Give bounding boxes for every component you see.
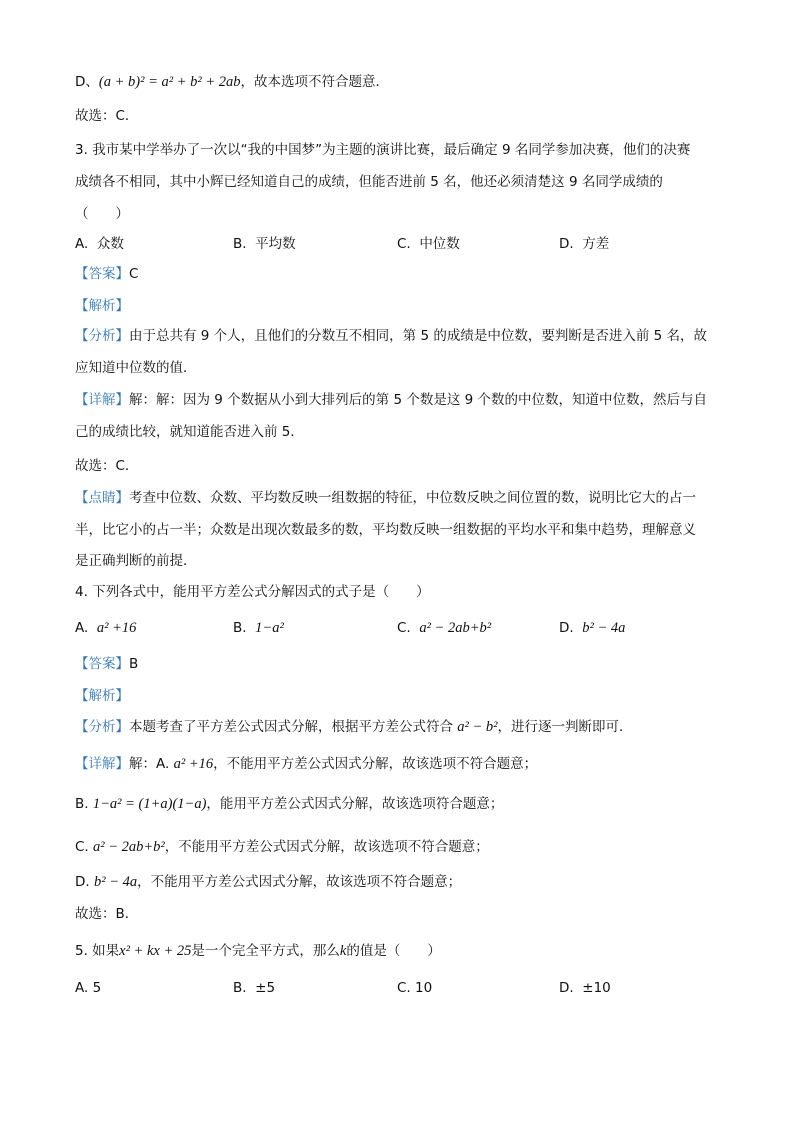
option-label: C. [397, 620, 411, 636]
item-text: ，能用平方差公式因式分解，故该选项符合题意； [206, 796, 504, 812]
q3-dianjing-line1 [75, 488, 696, 508]
option-text: 5 [92, 980, 102, 996]
q2-d-prefix: D、 [75, 74, 99, 90]
option-text: 10 [415, 980, 433, 996]
q4-xiangjie-a [75, 754, 537, 774]
option-label: D. [559, 620, 574, 636]
item-label: B. [75, 796, 89, 812]
q2-option-d-conclusion [75, 72, 389, 92]
stem-formula: x² + kx + 25 [119, 943, 192, 959]
xiangjie-tag: 【详解】 [75, 756, 129, 772]
option-formula: 1−a² [255, 620, 284, 636]
q3-xiangjie-line2: 己的成绩比较，就知道能否进入前 5． [75, 424, 304, 440]
item-formula: 1−a² = (1+a)(1−a) [92, 796, 207, 812]
xiangjie-text: 解：解：因为 9 个数据从小到大排列后的第 5 个数是这 9 个数的中位数，知道中位数，然后与自 [129, 392, 708, 408]
q3-answer [75, 264, 138, 284]
option-formula: b² − 4a [582, 620, 626, 636]
q4-option-b [233, 618, 284, 638]
q3-fenxi-line2: 应知道中位数的值． [75, 360, 197, 376]
q4-xiangjie-d [75, 872, 461, 892]
option-label: D. [559, 236, 574, 252]
q3-stem-line2: 成绩各不相同，其中小辉已经知道自己的成绩，但能否进前 5 名，他还必须清楚这 9 名同学成绩的 [75, 174, 663, 190]
option-label: B. [233, 620, 247, 636]
q4-fenxi [75, 717, 633, 737]
q2-choose: 故选：C． [75, 108, 139, 124]
xiangjie-text: ，不能用平方差公式因式分解，故该选项不符合题意； [213, 756, 538, 772]
q3-option-a [75, 234, 124, 254]
q4-xiangjie-b [75, 794, 503, 814]
q2-d-formula: (a + b)² = a² + b² + 2ab [98, 74, 241, 90]
fenxi-text: 由于总共有 9 个人，且他们的分数互不相同，第 5 的成绩是中位数，要判断是否进入前 5 名，故 [129, 328, 708, 344]
item-text: ，不能用平方差公式因式分解，故该选项不符合题意； [164, 839, 489, 855]
option-text: ±10 [582, 980, 611, 996]
analysis-tag: 【解析】 [75, 298, 129, 314]
option-label: A. [75, 980, 89, 996]
q4-xiangjie-c [75, 837, 489, 857]
answer-tag: 【答案】 [75, 656, 129, 672]
answer-value: C [129, 266, 139, 282]
q4-option-c [397, 618, 491, 638]
q3-fenxi-line1 [75, 326, 707, 346]
fenxi-formula: a² − b² [457, 719, 498, 735]
option-text: 中位数 [419, 236, 460, 252]
q3-option-b [233, 234, 296, 254]
q4-option-a [75, 618, 136, 638]
q3-option-d [559, 234, 609, 254]
dianjing-tag: 【点睛】 [75, 490, 129, 506]
fenxi-tag: 【分析】 [75, 328, 129, 344]
option-text: 众数 [96, 236, 124, 252]
option-text: ±5 [255, 980, 276, 996]
q3-xiangjie-line1 [75, 390, 707, 410]
q4-stem: 4. 下列各式中，能用平方差公式分解因式的式子是（ ） [75, 584, 430, 600]
option-label: B. [233, 980, 247, 996]
option-formula: a² − 2ab+b² [419, 620, 492, 636]
option-formula: a² +16 [96, 620, 137, 636]
option-label: D. [559, 980, 574, 996]
item-label: D. [75, 874, 90, 890]
stem-suffix: 的值是（ ） [346, 943, 441, 959]
option-label: C. [397, 980, 411, 996]
item-text: ，不能用平方差公式因式分解，故该选项不符合题意； [137, 874, 462, 890]
q3-stem-line1: 3. 我市某中学举办了一次以“我的中国梦”为主题的演讲比赛，最后确定 9 名同学参加决赛，他们的决赛 [75, 142, 691, 158]
q4-analysis-heading [75, 686, 129, 706]
option-label: A. [75, 620, 89, 636]
stem-prefix: 5. 如果 [75, 943, 120, 959]
stem-variable: k [339, 943, 347, 959]
answer-value: B [129, 656, 139, 672]
xiangjie-tag: 【详解】 [75, 392, 129, 408]
q2-d-text: ，故本选项不符合题意． [240, 74, 389, 90]
item-label: C. [75, 839, 89, 855]
q3-choose: 故选：C． [75, 458, 139, 474]
q5-option-b [233, 978, 275, 998]
q5-option-a [75, 978, 101, 998]
q4-answer [75, 654, 138, 674]
q5-option-c [397, 978, 432, 998]
q5-stem [75, 941, 441, 961]
dianjing-text: 考查中位数、众数、平均数反映一组数据的特征，中位数反映之间位置的数，说明比它大的占一 [129, 490, 696, 506]
q3-option-c [397, 234, 460, 254]
item-formula: a² − 2ab+b² [93, 839, 165, 855]
option-text: 平均数 [255, 236, 296, 252]
option-label: C. [397, 236, 411, 252]
xiangjie-formula: a² +16 [173, 756, 214, 772]
xiangjie-prefix: 解：A. [129, 756, 170, 772]
q3-dianjing-line3: 是正确判断的前提． [75, 553, 197, 569]
stem-middle: 是一个完全平方式，那么 [191, 943, 340, 959]
fenxi-text: 本题考查了平方差公式因式分解，根据平方差公式符合 [129, 719, 453, 735]
option-label: B. [233, 236, 247, 252]
q4-option-d [559, 618, 625, 638]
analysis-tag: 【解析】 [75, 688, 129, 704]
q4-choose: 故选：B． [75, 906, 139, 922]
fenxi-tag: 【分析】 [75, 719, 129, 735]
item-formula: b² − 4a [93, 874, 138, 890]
option-label: A. [75, 236, 89, 252]
option-text: 方差 [582, 236, 610, 252]
q3-blank-paren: （ ） [75, 206, 129, 222]
q5-option-d [559, 978, 611, 998]
answer-tag: 【答案】 [75, 266, 129, 282]
q3-dianjing-line2: 半，比它小的占一半；众数是出现次数最多的数，平均数反映一组数据的平均水平和集中趋势，理解意义 [75, 522, 696, 538]
fenxi-text-end: ，进行逐一判断即可． [497, 719, 633, 735]
q3-analysis-heading [75, 296, 129, 316]
